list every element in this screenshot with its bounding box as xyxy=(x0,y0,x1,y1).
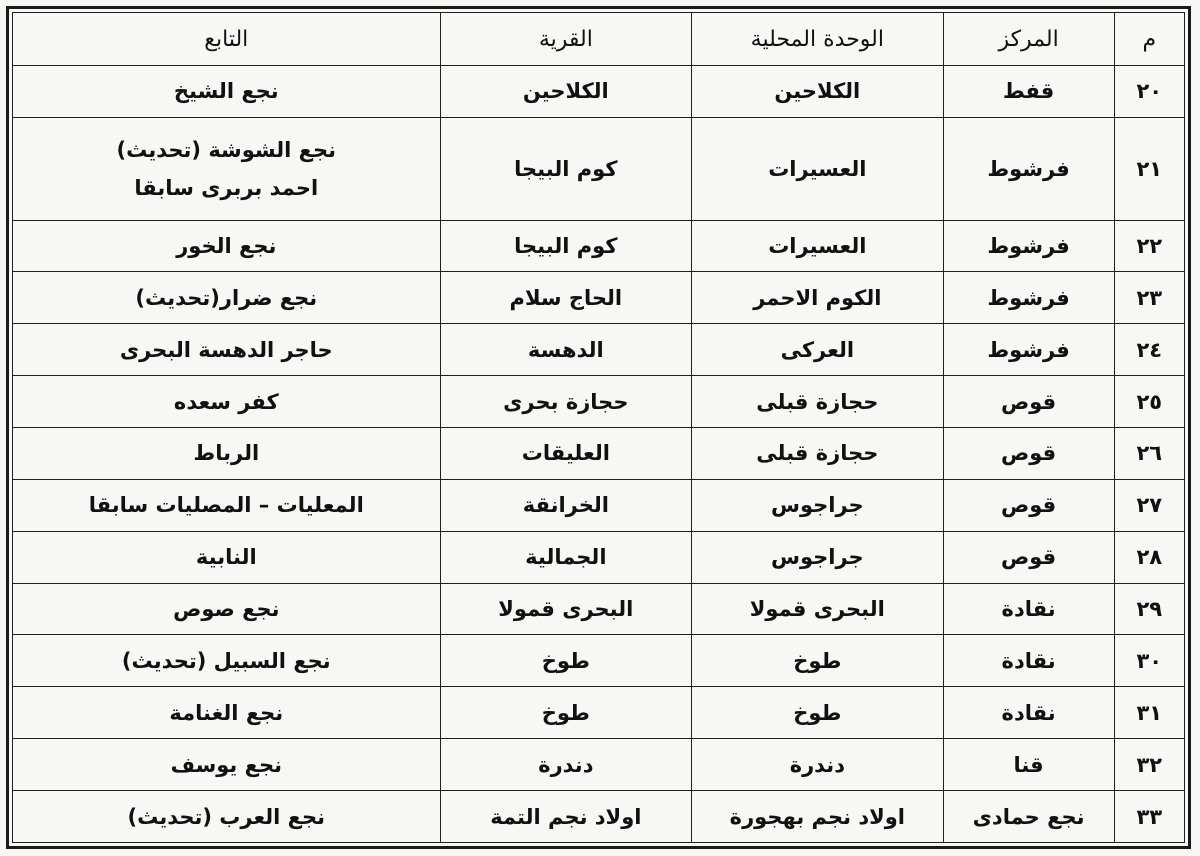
table-row xyxy=(13,272,1185,324)
table-row xyxy=(13,739,1185,791)
table-row xyxy=(13,376,1185,428)
cell-tabe xyxy=(13,272,441,324)
cell-num: ٢٢ xyxy=(1114,220,1184,272)
cell-tabe-line: نجع السبيل (تحديث) xyxy=(121,648,331,673)
cell-num: ٢٠ xyxy=(1114,66,1184,118)
table-body xyxy=(13,66,1185,843)
cell-num: ٢٩ xyxy=(1114,583,1184,635)
cell-tabe-line: نجع الشوشة (تحديث) xyxy=(116,137,337,162)
cell-markaz: نجع حمادى xyxy=(943,791,1114,843)
cell-tabe-line: نجع صوص xyxy=(173,597,280,621)
header-wahda: الوحدة المحلية xyxy=(692,13,944,66)
cell-tabe xyxy=(13,583,441,635)
cell-qarya: اولاد نجم التمة xyxy=(440,791,692,843)
cell-tabe xyxy=(13,739,441,791)
table-row xyxy=(13,220,1185,272)
cell-markaz: نقادة xyxy=(943,635,1114,687)
cell-markaz: فرشوط xyxy=(943,220,1114,272)
cell-tabe xyxy=(13,687,441,739)
table-row xyxy=(13,324,1185,376)
cell-wahda: طوخ xyxy=(692,687,944,739)
cell-tabe-line: نجع الغنامة xyxy=(169,700,284,725)
cell-tabe-line: نجع الشيخ xyxy=(173,79,279,104)
cell-markaz: نقادة xyxy=(943,583,1114,635)
cell-qarya: كوم البيجا xyxy=(440,117,692,220)
cell-qarya: حجازة بحرى xyxy=(440,376,692,428)
cell-wahda: اولاد نجم بهجورة xyxy=(692,791,944,843)
table-row xyxy=(13,66,1185,118)
cell-num: ٢٣ xyxy=(1114,272,1184,324)
cell-markaz: نقادة xyxy=(943,687,1114,739)
table-row xyxy=(13,531,1185,583)
cell-qarya: الكلاحين xyxy=(440,66,692,118)
cell-markaz: قنا xyxy=(943,739,1114,791)
cell-markaz: فرشوط xyxy=(943,272,1114,324)
table-row xyxy=(13,583,1185,635)
cell-num: ٢٦ xyxy=(1114,428,1184,480)
cell-num: ٣٠ xyxy=(1114,635,1184,687)
cell-tabe xyxy=(13,531,441,583)
cell-tabe xyxy=(13,117,441,220)
cell-tabe-line: الرباط xyxy=(193,441,260,466)
cell-qarya: كوم البيجا xyxy=(440,220,692,272)
cell-markaz: قفط xyxy=(943,66,1114,118)
table-row xyxy=(13,428,1185,480)
cell-tabe-line: نجع العرب (تحديث) xyxy=(127,804,326,829)
cell-qarya: الجمالية xyxy=(440,531,692,583)
cell-wahda: البحرى قمولا xyxy=(692,583,944,635)
cell-tabe xyxy=(13,220,441,272)
cell-qarya: الدهسة xyxy=(440,324,692,376)
cell-wahda: جراجوس xyxy=(692,479,944,531)
cell-tabe xyxy=(13,66,441,118)
table-row xyxy=(13,635,1185,687)
cell-num: ٣٢ xyxy=(1114,739,1184,791)
cell-tabe-line: نجع ضرار(تحديث) xyxy=(135,285,318,310)
cell-tabe xyxy=(13,791,441,843)
cell-wahda: العسيرات xyxy=(692,117,944,220)
table-header xyxy=(13,13,1185,66)
cell-markaz: قوص xyxy=(943,428,1114,480)
cell-wahda: العركى xyxy=(692,324,944,376)
cell-qarya: الخرانقة xyxy=(440,479,692,531)
table-row xyxy=(13,117,1185,220)
cell-wahda: دندرة xyxy=(692,739,944,791)
cell-num: ٢٧ xyxy=(1114,479,1184,531)
cell-tabe-line: النابية xyxy=(195,545,257,570)
cell-tabe xyxy=(13,376,441,428)
cell-num: ٣٣ xyxy=(1114,791,1184,843)
cell-wahda: حجازة قبلى xyxy=(692,428,944,480)
cell-qarya: طوخ xyxy=(440,687,692,739)
header-num: م xyxy=(1114,13,1184,66)
cell-qarya: الحاج سلام xyxy=(440,272,692,324)
table-row xyxy=(13,479,1185,531)
cell-markaz: فرشوط xyxy=(943,324,1114,376)
cell-markaz: قوص xyxy=(943,376,1114,428)
cell-wahda: الكوم الاحمر xyxy=(692,272,944,324)
cell-markaz: فرشوط xyxy=(943,117,1114,220)
cell-tabe-line: احمد بربرى سابقا xyxy=(134,175,319,200)
table-frame xyxy=(6,6,1191,849)
cell-num: ٣١ xyxy=(1114,687,1184,739)
cell-wahda: جراجوس xyxy=(692,531,944,583)
header-markaz: المركز xyxy=(943,13,1114,66)
header-qarya: القرية xyxy=(440,13,692,66)
header-tabe: التابع xyxy=(13,13,441,66)
cell-qarya: دندرة xyxy=(440,739,692,791)
cell-wahda: حجازة قبلى xyxy=(692,376,944,428)
header-row xyxy=(13,13,1185,66)
cell-tabe-line: كفر سعده xyxy=(173,389,279,414)
cell-wahda: العسيرات xyxy=(692,220,944,272)
cell-tabe xyxy=(13,324,441,376)
cell-num: ٢١ xyxy=(1114,117,1184,220)
cell-markaz: قوص xyxy=(943,479,1114,531)
cell-num: ٢٨ xyxy=(1114,531,1184,583)
cell-num: ٢٤ xyxy=(1114,324,1184,376)
villages-table xyxy=(12,12,1185,843)
cell-qarya: البحرى قمولا xyxy=(440,583,692,635)
cell-qarya: طوخ xyxy=(440,635,692,687)
cell-tabe-line: نجع يوسف xyxy=(170,752,282,777)
cell-tabe xyxy=(13,635,441,687)
cell-tabe-line: نجع الخور xyxy=(176,233,277,258)
cell-markaz: قوص xyxy=(943,531,1114,583)
cell-qarya: العليقات xyxy=(440,428,692,480)
table-row xyxy=(13,687,1185,739)
cell-wahda: الكلاحين xyxy=(692,66,944,118)
cell-num: ٢٥ xyxy=(1114,376,1184,428)
table-row xyxy=(13,791,1185,843)
cell-tabe-line: حاجر الدهسة البحرى xyxy=(119,337,333,362)
cell-wahda: طوخ xyxy=(692,635,944,687)
cell-tabe xyxy=(13,428,441,480)
cell-tabe xyxy=(13,479,441,531)
cell-tabe-line: المعليات – المصليات سابقا xyxy=(88,493,364,518)
